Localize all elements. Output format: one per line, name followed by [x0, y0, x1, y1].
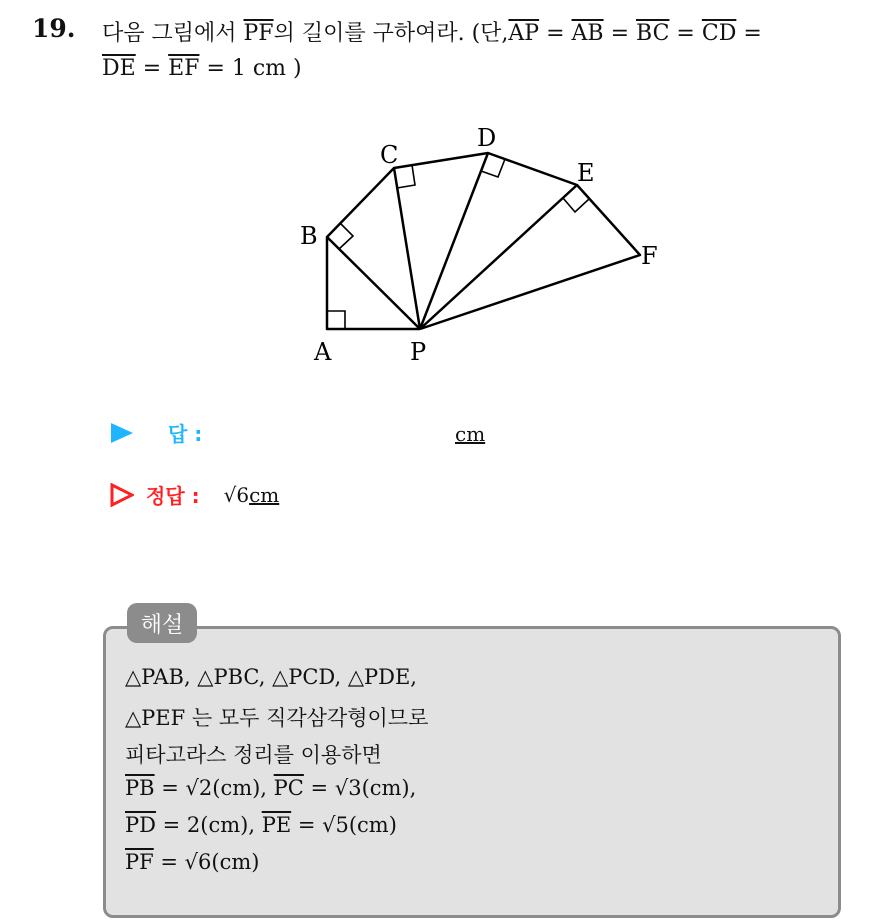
question-text-line1: [102, 16, 762, 47]
correct-answer-unit: cm: [249, 482, 280, 507]
segment-pd-line: [420, 153, 488, 329]
segment-bc: $\overline{BC}$: [636, 21, 670, 46]
segment-ap: $\overline{AP}$: [508, 21, 540, 46]
exp-segment-pb: $\overline{PB}$: [125, 776, 155, 800]
right-angle-mark-b: [339, 223, 353, 249]
label-p: P: [410, 338, 427, 366]
label-b: B: [300, 222, 318, 250]
segment-pc-line: [394, 168, 420, 329]
exp-segment-pd: $\overline{PD}$: [125, 813, 156, 837]
question-text-before: 다음 그림에서: [102, 21, 244, 46]
exp-value-pd: = 2(cm),: [155, 813, 262, 837]
exp-segment-pe: $\overline{PE}$: [261, 813, 292, 837]
answer-unit: cm: [455, 422, 486, 446]
answer-row: [110, 418, 202, 447]
exp-value-pf: = √6(cm): [153, 850, 260, 874]
outline-triangle-icon: [110, 483, 134, 507]
question-text-after: 의 길이를 구하여라. (단,: [273, 21, 509, 46]
filled-triangle-icon: [110, 422, 134, 444]
segment-pb-line: [327, 237, 420, 329]
length-condition: = 1 cm ): [199, 56, 302, 81]
exp-value-pc: = √3(cm),: [303, 776, 417, 800]
equals: =: [669, 21, 702, 46]
exp-value-pe: = √5(cm): [291, 813, 397, 837]
segment-cd: $\overline{CD}$: [701, 21, 737, 46]
question-text-line2: [102, 56, 302, 81]
segment-pe-line: [420, 185, 577, 329]
explanation-line-2: △PEF 는 모두 직각삼각형이므로: [125, 706, 429, 730]
right-angle-mark-c: [397, 165, 415, 188]
exp-segment-pc: $\overline{PC}$: [273, 776, 304, 800]
equals: =: [135, 56, 169, 81]
label-c: C: [380, 141, 399, 169]
exp-value-pb: = √2(cm),: [154, 776, 274, 800]
equals: =: [736, 21, 762, 46]
correct-answer-row: [110, 480, 279, 509]
answer-label: 답 :: [168, 422, 203, 446]
segment-ab: $\overline{AB}$: [571, 21, 604, 46]
label-f: F: [641, 242, 658, 270]
segment-ef: $\overline{EF}$: [168, 56, 200, 81]
equals: =: [603, 21, 637, 46]
explanation-line-5: [125, 813, 397, 837]
equals: =: [539, 21, 572, 46]
explanation-line-6: [125, 850, 259, 874]
right-angle-mark-e: [563, 198, 589, 212]
explanation-line-1: △PAB, △PBC, △PCD, △PDE,: [125, 665, 417, 689]
label-a: A: [314, 338, 332, 366]
right-angle-mark-a: [327, 311, 345, 329]
explanation-tag: 해설: [127, 603, 197, 643]
label-d: D: [477, 124, 497, 152]
question-number: 19.: [32, 14, 76, 43]
segment-de: $\overline{DE}$: [102, 56, 136, 81]
explanation-line-4: [125, 776, 416, 800]
geometry-figure: [290, 118, 680, 378]
exp-segment-pf: $\overline{PF}$: [125, 850, 154, 874]
correct-answer-value: [224, 483, 280, 507]
correct-answer-number: √6: [223, 482, 250, 507]
correct-answer-label: 정답 :: [146, 484, 200, 508]
label-e: E: [577, 159, 595, 187]
explanation-line-3: 피타고라스 정리를 이용하면: [125, 743, 382, 767]
segment-pf: $\overline{PF}$: [243, 21, 274, 46]
